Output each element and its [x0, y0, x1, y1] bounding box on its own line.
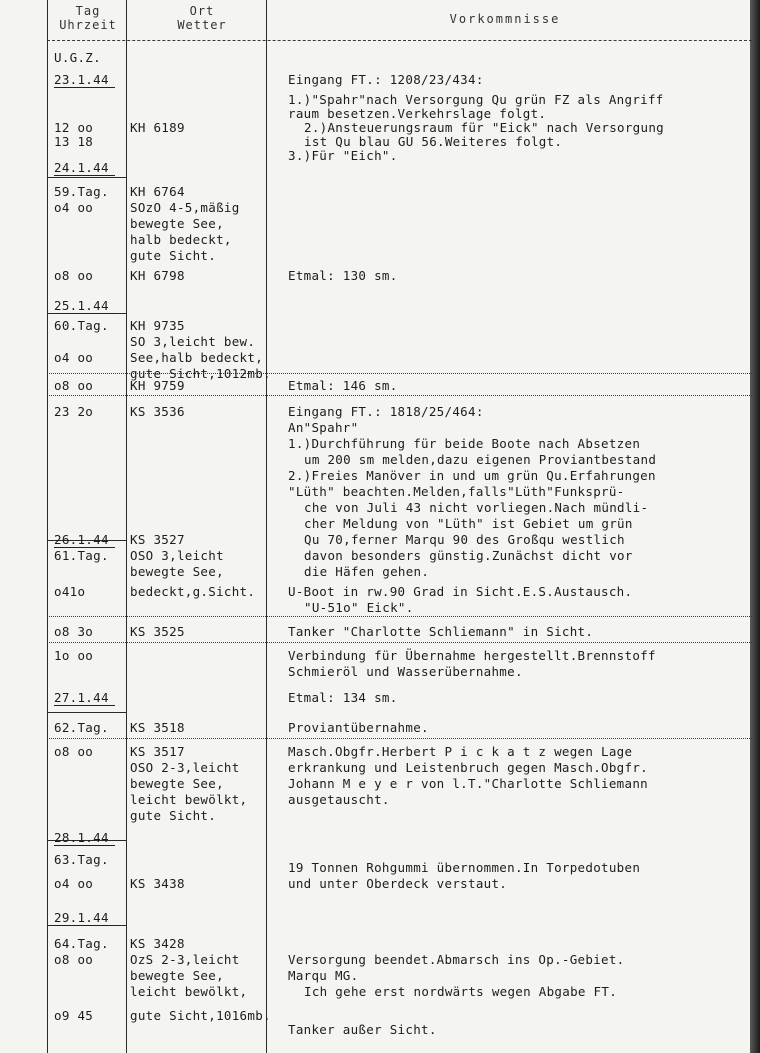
- time-cell: 12 oo: [54, 120, 94, 135]
- event-cell: raum besetzen.Verkehrslage folgt.: [288, 106, 547, 121]
- event-cell: Johann M e y e r von l.T."Charlotte Schliemann: [288, 776, 648, 791]
- time-cell: 61.Tag.: [54, 548, 109, 563]
- time-cell: o9 45: [54, 1008, 94, 1023]
- event-cell: Proviantübernahme.: [288, 720, 429, 735]
- event-cell: 1.)"Spahr"nach Versorgung Qu grün FZ als Angriff: [288, 92, 664, 107]
- position-weather-cell: gute Sicht.: [130, 248, 217, 263]
- time-cell: o41o: [54, 584, 86, 599]
- column-divider-2: [266, 0, 267, 1053]
- event-cell: 2.)Ansteuerungsraum für "Eick" nach Versorgung: [304, 120, 664, 135]
- time-cell: U.G.Z.: [54, 50, 101, 65]
- left-margin-line: [47, 0, 48, 1053]
- position-weather-cell: gute Sicht,1016mb.: [130, 1008, 271, 1023]
- position-weather-cell: SO 3,leicht bew.: [130, 334, 256, 349]
- time-cell: 25.1.44: [54, 298, 115, 314]
- position-weather-cell: KS 3438: [130, 876, 185, 891]
- event-cell: Eingang FT.: 1818/25/464:: [288, 404, 484, 419]
- event-cell: 3.)Für "Eich".: [288, 148, 398, 163]
- header-uhrzeit: Uhrzeit: [59, 18, 117, 32]
- time-cell: 23.1.44: [54, 72, 115, 88]
- event-cell: ausgetauscht.: [288, 792, 390, 807]
- column-divider-1: [126, 0, 127, 1053]
- event-cell: cher Meldung von "Lüth" ist Gebiet um grün: [304, 516, 633, 531]
- time-cell: o4 oo: [54, 876, 94, 891]
- time-cell: 63.Tag.: [54, 852, 109, 867]
- position-weather-cell: See,halb bedeckt,: [130, 350, 264, 365]
- event-cell: "Lüth" beachten.Melden,falls"Lüth"Funksprü-: [288, 484, 625, 499]
- time-cell: 60.Tag.: [54, 318, 109, 333]
- event-cell: U-Boot in rw.90 Grad in Sicht.E.S.Austausch.: [288, 584, 633, 599]
- event-cell: che von Juli 43 nicht vorliegen.Nach mündli-: [304, 500, 649, 515]
- event-cell: Etmal: 134 sm.: [288, 690, 398, 705]
- position-weather-cell: KS 3518: [130, 720, 185, 735]
- time-cell: 59.Tag.: [54, 184, 109, 199]
- position-weather-cell: gute Sicht.: [130, 808, 217, 823]
- event-cell: Qu 70,ferner Marqu 90 des Großqu westlich: [304, 532, 625, 547]
- position-weather-cell: KS 3527: [130, 532, 185, 547]
- event-cell: um 200 sm melden,dazu eigenen Proviantbestand: [304, 452, 657, 467]
- time-cell: o8 oo: [54, 952, 94, 967]
- header-tag: Tag: [75, 4, 101, 18]
- time-cell: 24.1.44: [54, 160, 115, 176]
- event-cell: 2.)Freies Manöver in und um grün Qu.Erfahrungen: [288, 468, 656, 483]
- position-weather-cell: KH 6764: [130, 184, 185, 199]
- time-cell: 62.Tag.: [54, 720, 109, 735]
- time-cell: o8 oo: [54, 744, 94, 759]
- event-cell: Versorgung beendet.Abmarsch ins Op.-Gebiet.: [288, 952, 625, 967]
- time-cell: o4 oo: [54, 200, 94, 215]
- header-vorkommnisse: Vorkommnisse: [449, 12, 561, 26]
- time-cell: 1o oo: [54, 648, 94, 663]
- time-cell: 64.Tag.: [54, 936, 109, 951]
- position-weather-cell: KH 6189: [130, 120, 185, 135]
- position-weather-cell: KS 3525: [130, 624, 185, 639]
- position-weather-cell: leicht bewölkt,: [130, 984, 248, 999]
- day-rule: [47, 712, 127, 713]
- position-weather-cell: bewegte See,: [130, 564, 224, 579]
- header-wetter: Wetter: [177, 18, 227, 32]
- event-cell: An"Spahr": [288, 420, 359, 435]
- time-cell: 28.1.44: [54, 830, 115, 846]
- position-weather-cell: KH 9735: [130, 318, 185, 333]
- scan-edge: [750, 0, 760, 1053]
- time-cell: 13 18: [54, 134, 94, 149]
- position-weather-cell: OSO 2-3,leicht: [130, 760, 240, 775]
- event-cell: "U-51o" Eick".: [304, 600, 414, 615]
- time-cell: 27.1.44: [54, 690, 115, 706]
- event-cell: ist Qu blau GU 56.Weiteres folgt.: [304, 134, 563, 149]
- position-weather-cell: SOzO 4-5,mäßig: [130, 200, 240, 215]
- position-weather-cell: OSO 3,leicht: [130, 548, 224, 563]
- position-weather-cell: KS 3428: [130, 936, 185, 951]
- entry-rule: [47, 395, 752, 396]
- position-weather-cell: KS 3536: [130, 404, 185, 419]
- event-cell: Masch.Obgfr.Herbert P i c k a t z wegen Lage: [288, 744, 633, 759]
- event-cell: Etmal: 146 sm.: [288, 378, 398, 393]
- entry-rule: [47, 642, 752, 643]
- entry-rule: [47, 616, 752, 617]
- position-weather-cell: halb bedeckt,: [130, 232, 232, 247]
- event-cell: Verbindung für Übernahme hergestellt.Brennstoff: [288, 648, 656, 663]
- event-cell: Ich gehe erst nordwärts wegen Abgabe FT.: [304, 984, 618, 999]
- time-cell: o8 oo: [54, 378, 94, 393]
- position-weather-cell: bewegte See,: [130, 776, 224, 791]
- event-cell: davon besonders günstig.Zunächst dicht vor: [304, 548, 633, 563]
- position-weather-cell: bewegte See,: [130, 216, 224, 231]
- position-weather-cell: bedeckt,g.Sicht.: [130, 584, 256, 599]
- header-ort: Ort: [189, 4, 215, 18]
- position-weather-cell: KS 3517: [130, 744, 185, 759]
- event-cell: Tanker außer Sicht.: [288, 1022, 437, 1037]
- event-cell: Eingang FT.: 1208/23/434:: [288, 72, 484, 87]
- position-weather-cell: KH 6798: [130, 268, 185, 283]
- event-cell: und unter Oberdeck verstaut.: [288, 876, 508, 891]
- time-cell: o8 3o: [54, 624, 94, 639]
- event-cell: 19 Tonnen Rohgummi übernommen.In Torpedotuben: [288, 860, 641, 875]
- event-cell: Tanker "Charlotte Schliemann" in Sicht.: [288, 624, 594, 639]
- time-cell: o8 oo: [54, 268, 94, 283]
- time-cell: o4 oo: [54, 350, 94, 365]
- time-cell: 29.1.44: [54, 910, 115, 926]
- event-cell: die Häfen gehen.: [304, 564, 430, 579]
- event-cell: 1.)Durchführung für beide Boote nach Absetzen: [288, 436, 641, 451]
- position-weather-cell: leicht bewölkt,: [130, 792, 248, 807]
- day-rule: [47, 177, 127, 178]
- entry-rule: [47, 738, 752, 739]
- event-cell: Schmieröl und Wasserübernahme.: [288, 664, 523, 679]
- time-cell: 26.1.44: [54, 532, 115, 548]
- position-weather-cell: gute Sicht,1012mb.: [130, 366, 271, 381]
- position-weather-cell: KH 9759: [130, 378, 185, 393]
- event-cell: Marqu MG.: [288, 968, 359, 983]
- event-cell: Etmal: 130 sm.: [288, 268, 398, 283]
- position-weather-cell: bewegte See,: [130, 968, 224, 983]
- event-cell: erkrankung und Leistenbruch gegen Masch.Obgfr.: [288, 760, 648, 775]
- position-weather-cell: OzS 2-3,leicht: [130, 952, 240, 967]
- time-cell: 23 2o: [54, 404, 94, 419]
- header-rule: [47, 40, 752, 41]
